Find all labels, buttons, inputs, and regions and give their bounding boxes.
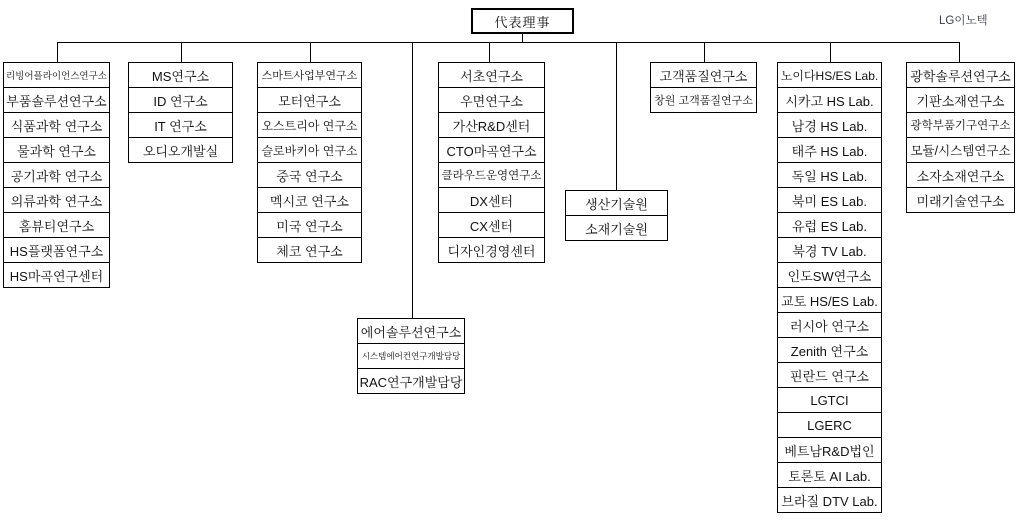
org-box: 오디오개발실 — [128, 137, 233, 163]
org-box: 러시아 연구소 — [777, 312, 882, 338]
org-box: 멕시코 연구소 — [257, 187, 362, 213]
org-box: 광학솔루션연구소 — [906, 62, 1015, 88]
org-box: 슬로바키아 연구소 — [257, 137, 362, 163]
connector-line — [181, 42, 182, 62]
group-air-solution — [357, 318, 465, 394]
org-box: 물과학 연구소 — [3, 137, 110, 163]
org-box: CX센터 — [438, 212, 545, 238]
connector-line — [616, 42, 617, 190]
org-box: 중국 연구소 — [257, 162, 362, 188]
org-box: ID 연구소 — [128, 87, 233, 113]
connector-line — [704, 42, 705, 62]
org-box: 시카고 HS Lab. — [777, 87, 882, 113]
org-box: 미국 연구소 — [257, 212, 362, 238]
org-box: 오스트리아 연구소 — [257, 112, 362, 138]
root-node-ceo: 代表理事 — [471, 8, 574, 34]
org-box: 스마트사업부연구소 — [257, 62, 362, 88]
org-box: 독일 HS Lab. — [777, 162, 882, 188]
org-box: LGERC — [777, 412, 882, 438]
group-production-tech — [565, 190, 668, 241]
org-box: RAC연구개발담당 — [357, 368, 465, 394]
org-box: 소자소재연구소 — [906, 162, 1015, 188]
org-box: 모듈/시스템연구소 — [906, 137, 1015, 163]
org-box: HS플랫폼연구소 — [3, 237, 110, 263]
org-box: 브라질 DTV Lab. — [777, 487, 882, 513]
org-box: 체코 연구소 — [257, 237, 362, 263]
org-box: 클라우드운영연구소 — [438, 162, 545, 188]
org-box: MS연구소 — [128, 62, 233, 88]
org-box: 교토 HS/ES Lab. — [777, 287, 882, 313]
org-box: 고객품질연구소 — [650, 62, 757, 88]
org-box: 시스템에어컨연구개발담당 — [357, 343, 465, 369]
org-box: 에어솔루션연구소 — [357, 318, 465, 344]
connector-line — [522, 34, 523, 42]
org-box: 소재기술원 — [565, 215, 668, 241]
org-box: 토론토 AI Lab. — [777, 462, 882, 488]
org-box: DX센터 — [438, 187, 545, 213]
group-ms-lab — [128, 62, 233, 163]
org-box: 디자인경영센터 — [438, 237, 545, 263]
org-box: 가산R&D센터 — [438, 112, 545, 138]
org-box: 인도SW연구소 — [777, 262, 882, 288]
org-box: 북경 TV Lab. — [777, 237, 882, 263]
connector-line — [310, 42, 311, 62]
connector-line — [57, 42, 58, 62]
org-box: 부품솔루션연구소 — [3, 87, 110, 113]
org-box: 공기과학 연구소 — [3, 162, 110, 188]
org-box: 모터연구소 — [257, 87, 362, 113]
connector-line — [489, 42, 490, 62]
org-box: 남경 HS Lab. — [777, 112, 882, 138]
org-box: LGTCI — [777, 387, 882, 413]
connector-line — [57, 42, 960, 43]
org-box: 북미 ES Lab. — [777, 187, 882, 213]
org-box: 홈뷰티연구소 — [3, 212, 110, 238]
connector-line — [412, 42, 413, 318]
org-box: 미래기술연구소 — [906, 187, 1015, 213]
org-box: CTO마곡연구소 — [438, 137, 545, 163]
group-overseas-labs — [777, 62, 882, 513]
group-optics — [906, 62, 1015, 213]
org-box: 광학부품기구연구소 — [906, 112, 1015, 138]
org-box: 우면연구소 — [438, 87, 545, 113]
org-box: 창원 고객품질연구소 — [650, 87, 757, 113]
group-smart-business — [257, 62, 362, 263]
org-box: 식품과학 연구소 — [3, 112, 110, 138]
org-box: 핀란드 연구소 — [777, 362, 882, 388]
org-box: 생산기술원 — [565, 190, 668, 216]
connector-line — [830, 42, 831, 62]
org-box: HS마곡연구센터 — [3, 262, 110, 288]
connector-line — [959, 42, 960, 62]
org-box: 노이다HS/ES Lab. — [777, 62, 882, 88]
org-box: 유럽 ES Lab. — [777, 212, 882, 238]
org-box: 의류과학 연구소 — [3, 187, 110, 213]
brand-label: LG이노텍 — [939, 15, 988, 27]
org-box: 베트남R&D법인 — [777, 437, 882, 463]
group-seocho-lab — [438, 62, 545, 263]
org-box: Zenith 연구소 — [777, 337, 882, 363]
group-customer-quality — [650, 62, 757, 113]
group-living-appliance — [3, 62, 110, 288]
org-box: IT 연구소 — [128, 112, 233, 138]
org-box: 서초연구소 — [438, 62, 545, 88]
org-box: 태주 HS Lab. — [777, 137, 882, 163]
org-box: 기판소재연구소 — [906, 87, 1015, 113]
org-box: 리빙어플라이언스연구소 — [3, 62, 110, 88]
